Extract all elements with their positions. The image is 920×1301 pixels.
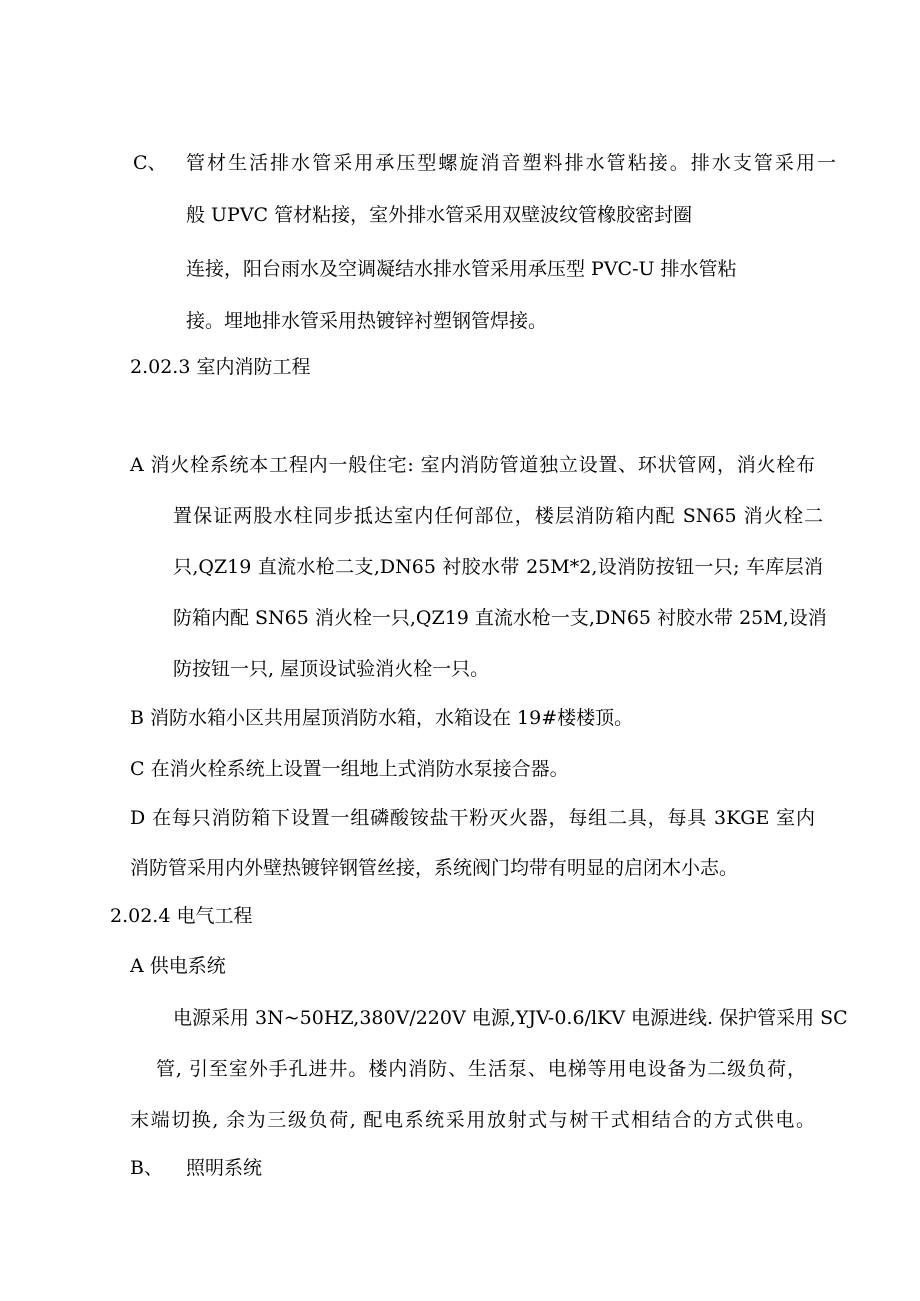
paragraph-line: 防箱内配 SN65 消火栓一只,QZ19 直流水枪一支,DN65 衬胶水带 25M,设消: [173, 607, 827, 629]
item-marker-c: C、: [133, 152, 167, 174]
paragraph-line: 置保证两股水柱同步抵达室内任何部位，楼层消防箱内配 SN65 消火栓二: [173, 505, 823, 527]
item-marker-b: B、: [130, 1157, 163, 1179]
paragraph-line: B 消防水箱小区共用屋顶消防水箱，水箱设在 19#楼楼顶。: [130, 707, 634, 729]
section-heading-electric: 2.02.4 电气工程: [110, 905, 253, 927]
subsection-heading-lighting: 照明系统: [186, 1157, 263, 1179]
paragraph-line: 管材生活排水管采用承压型螺旋消音塑料排水管粘接。排水支管采用一: [186, 152, 836, 174]
paragraph-line: 消防管采用内外壁热镀锌钢管丝接，系统阀门均带有明显的启闭木小志。: [130, 857, 739, 879]
section-heading-fire: 2.02.3 室内消防工程: [130, 356, 311, 378]
paragraph-line: 防按钮一只, 屋顶设试验消火栓一只。: [173, 658, 490, 680]
paragraph-line: 接。埋地排水管采用热镀锌衬塑钢管焊接。: [186, 310, 548, 332]
paragraph-line: 电源采用 3N~50HZ,380V/220V 电源,YJV-0.6/lKV 电源进线. 保护管采用 SC: [173, 1007, 848, 1029]
paragraph-line: A 消火栓系统本工程内一般住宅: 室内消防管道独立设置、环状管网，消火栓布: [130, 454, 815, 476]
subsection-heading-power: A 供电系统: [130, 955, 226, 977]
paragraph-line: 末端切换, 余为三级负荷, 配电系统采用放射式与树干式相结合的方式供电。: [130, 1109, 815, 1131]
paragraph-line: 连接，阳台雨水及空调凝结水排水管采用承压型 PVC-U 排水管粘: [186, 258, 737, 280]
paragraph-line: C 在消火栓系统上设置一组地上式消防水泵接合器。: [130, 758, 569, 780]
paragraph-line: 般 UPVC 管材粘接，室外排水管采用双壁波纹管橡胶密封圈: [186, 204, 693, 226]
paragraph-line: 只,QZ19 直流水枪二支,DN65 衬胶水带 25M*2,设消防按钮一只; 车库层消: [173, 556, 823, 578]
paragraph-line: D 在每只消防箱下设置一组磷酸铵盐干粉灭火器，每组二具，每具 3KGE 室内: [130, 807, 815, 829]
paragraph-line: 管, 引至室外手孔进井。楼内消防、生活泵、电梯等用电设备为二级负荷，: [156, 1058, 806, 1080]
